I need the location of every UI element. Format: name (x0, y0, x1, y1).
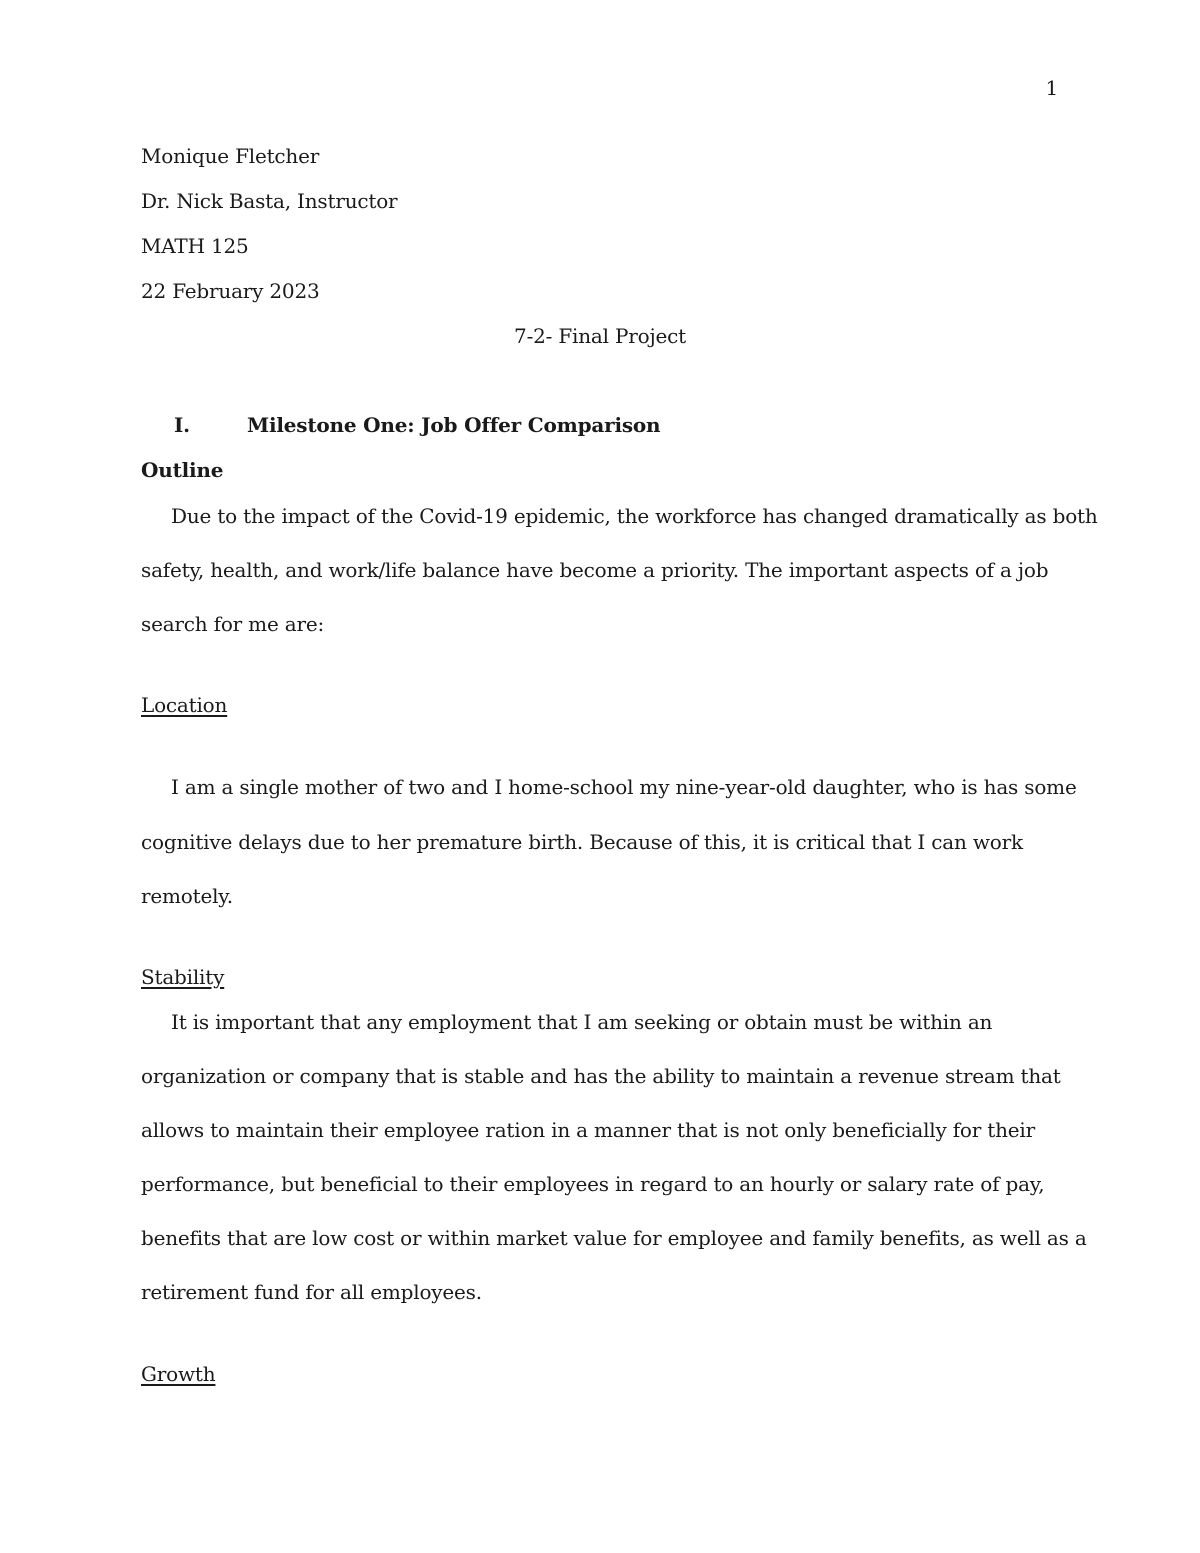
outline-line: Due to the impact of the Covid-19 epidemic, the workforce has changed dramatically as both (171, 504, 1098, 528)
course-name: MATH 125 (141, 234, 249, 258)
outline-line: search for me are: (141, 612, 325, 636)
page-number: 1 (1045, 76, 1058, 100)
stability-line: performance, but beneficial to their employees in regard to an hourly or salary rate of pay, (141, 1172, 1045, 1196)
outline-heading: Outline (141, 458, 224, 482)
location-line: I am a single mother of two and I home-school my nine-year-old daughter, who is has some (171, 775, 1077, 799)
document-date: 22 February 2023 (141, 279, 320, 303)
stability-line: It is important that any employment that I am seeking or obtain must be within an (171, 1010, 993, 1034)
document-title: 7-2- Final Project (514, 324, 686, 348)
location-heading: Location (141, 693, 228, 717)
stability-heading: Stability (141, 965, 225, 989)
stability-line: benefits that are low cost or within market value for employee and family benefits, as well as a (141, 1226, 1087, 1250)
section-numeral: I. (174, 413, 190, 437)
stability-line: organization or company that is stable and has the ability to maintain a revenue stream that (141, 1064, 1061, 1088)
location-line: remotely. (141, 884, 233, 908)
section-heading: Milestone One: Job Offer Comparison (247, 413, 661, 437)
student-name: Monique Fletcher (141, 144, 320, 168)
stability-line: allows to maintain their employee ration in a manner that is not only beneficially for their (141, 1118, 1035, 1142)
location-line: cognitive delays due to her premature birth. Because of this, it is critical that I can work (141, 830, 1023, 854)
growth-heading: Growth (141, 1362, 216, 1386)
outline-line: safety, health, and work/life balance have become a priority. The important aspects of a job (141, 558, 1049, 582)
instructor-name: Dr. Nick Basta, Instructor (141, 189, 398, 213)
stability-line: retirement fund for all employees. (141, 1280, 482, 1304)
